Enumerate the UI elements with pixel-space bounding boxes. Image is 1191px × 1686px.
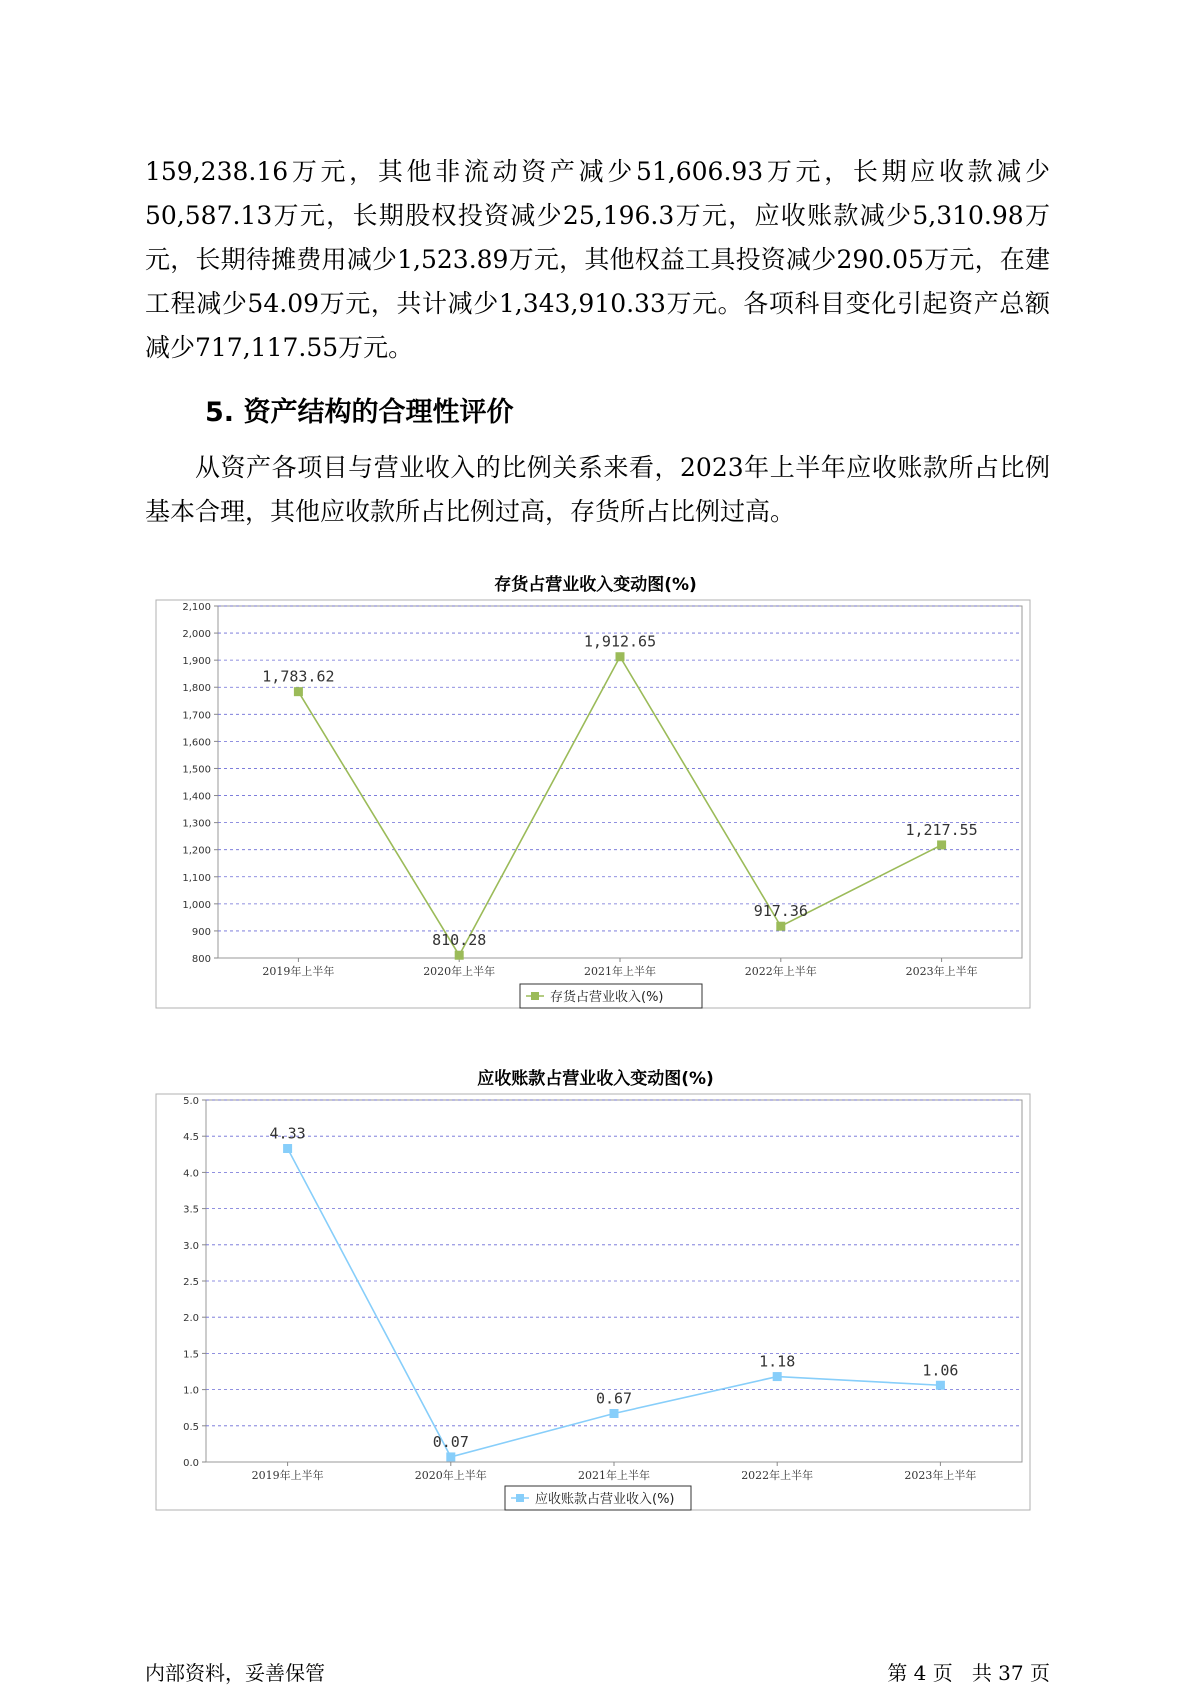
data-label: 1,217.55 — [905, 820, 978, 839]
y-tick-label: 1,100 — [182, 872, 211, 884]
y-tick-label: 0.0 — [183, 1458, 199, 1469]
body-paragraph-1: 159,238.16万元，其他非流动资产减少51,606.93万元，长期应收款减少50,587.13万元，长期股权投资减少25,196.3万元，应收账款减少5,310.98万元，长期待摊费用减少1,523.89万元，其他权益工具投资减少290.05万元，在建工程减少54.09万元，共计减少1,343,910.33万元。各项科目变化引起资产总额减少717,117.55万元。 — [145, 157, 1050, 362]
y-tick-label: 2,000 — [182, 629, 211, 641]
legend-marker — [516, 1494, 524, 1502]
y-tick-label: 2.5 — [183, 1277, 199, 1288]
receivables-ratio-chart — [0, 1092, 1191, 1512]
y-tick-label: 1,400 — [182, 791, 211, 803]
y-tick-label: 4.0 — [183, 1168, 199, 1180]
chart-2-title: 应收账款占营业收入变动图(%) — [477, 1069, 714, 1089]
y-tick-label: 0.5 — [183, 1421, 199, 1433]
data-label: 1,912.65 — [583, 632, 657, 651]
data-label: 917.36 — [753, 902, 808, 921]
legend — [520, 984, 702, 1008]
y-tick-label: 4.5 — [183, 1132, 199, 1144]
data-point — [446, 1452, 455, 1461]
section-heading: 5. 资产结构的合理性评价 — [205, 397, 514, 428]
y-tick-label: 1,000 — [182, 899, 211, 911]
legend — [505, 1486, 691, 1510]
data-point — [616, 652, 625, 661]
x-tick-label: 2022年上半年 — [741, 1469, 814, 1482]
x-tick-label: 2020年上半年 — [423, 965, 496, 978]
data-label: 1.18 — [759, 1352, 796, 1371]
data-label: 1.06 — [922, 1361, 959, 1380]
x-tick-label: 2023年上半年 — [905, 965, 978, 978]
y-tick-label: 3.0 — [183, 1240, 199, 1252]
data-point — [610, 1409, 619, 1418]
y-tick-label: 2.0 — [183, 1313, 199, 1325]
data-point — [937, 840, 946, 849]
y-tick-label: 3.5 — [183, 1204, 199, 1216]
legend-label: 应收账款占营业收入(%) — [535, 1492, 675, 1507]
y-tick-label: 5.0 — [183, 1096, 199, 1107]
data-point — [936, 1381, 945, 1390]
x-tick-label: 2019年上半年 — [251, 1469, 324, 1482]
y-tick-label: 1,900 — [182, 656, 211, 668]
footer-page-number: 第 4 页 共 37 页 — [887, 1661, 1050, 1685]
data-point — [776, 922, 785, 931]
data-point — [283, 1144, 292, 1153]
data-label: 4.33 — [269, 1124, 306, 1143]
y-tick-label: 1,600 — [182, 737, 211, 749]
y-tick-label: 1,700 — [182, 710, 211, 722]
inventory-ratio-chart — [0, 598, 1191, 1010]
legend-marker — [531, 992, 539, 1000]
x-tick-label: 2019年上半年 — [262, 965, 335, 978]
footer-confidential: 内部资料，妥善保管 — [145, 1661, 325, 1685]
y-tick-label: 800 — [191, 954, 211, 965]
data-point — [294, 687, 303, 696]
y-tick-label: 1,200 — [182, 845, 211, 857]
data-label: 0.67 — [595, 1389, 633, 1408]
y-tick-label: 2,100 — [182, 602, 211, 613]
y-tick-label: 1.5 — [183, 1349, 199, 1361]
y-tick-label: 1,800 — [182, 683, 211, 695]
y-tick-label: 1,300 — [182, 818, 211, 830]
x-tick-label: 2021年上半年 — [578, 1469, 650, 1482]
data-label: 810.28 — [432, 931, 487, 950]
body-paragraph-2: 从资产各项目与营业收入的比例关系来看，2023年上半年应收账款所占比例基本合理，其他应收款所占比例过高，存货所占比例过高。 — [145, 453, 1050, 526]
x-tick-label: 2021年上半年 — [584, 965, 656, 978]
data-label: 0.07 — [432, 1432, 469, 1451]
x-tick-label: 2023年上半年 — [904, 1469, 977, 1482]
y-tick-label: 1.0 — [183, 1385, 199, 1397]
x-tick-label: 2020年上半年 — [414, 1469, 487, 1482]
y-tick-label: 900 — [191, 926, 211, 938]
chart-1-title: 存货占营业收入变动图(%) — [494, 575, 697, 595]
y-tick-label: 1,500 — [182, 764, 211, 776]
data-point — [455, 951, 464, 960]
data-point — [773, 1372, 782, 1381]
x-tick-label: 2022年上半年 — [744, 965, 817, 978]
data-label: 1,783.62 — [262, 667, 335, 686]
legend-label: 存货占营业收入(%) — [550, 990, 664, 1005]
